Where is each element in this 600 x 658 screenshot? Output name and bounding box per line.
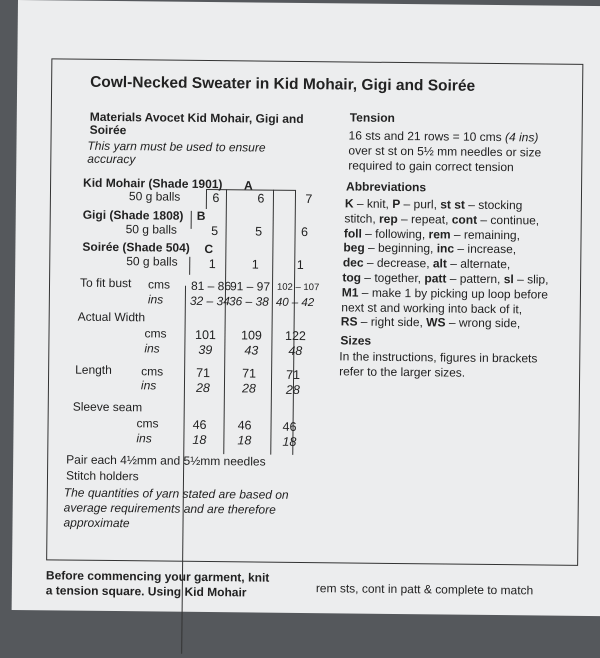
yarn-c-size-1: 1	[208, 257, 216, 272]
abbreviation-text: – repeat,	[397, 211, 452, 227]
abbreviation-text: – purl,	[400, 197, 441, 212]
sleeve-label: Sleeve seam	[72, 399, 143, 415]
yarn-name-b: Gigi (Shade 1808)	[82, 207, 184, 223]
bust-ins-size-2: 36 – 38	[228, 294, 269, 309]
yarn-name-c: Soirée (Shade 504)	[82, 239, 190, 255]
yarn-unit-a: 50 g balls	[128, 189, 181, 204]
abbreviation-text: – remaining,	[450, 227, 521, 242]
yarn-b-size-3: 6	[301, 224, 309, 240]
quantities-note-line2: average requirements and are therefore	[63, 500, 276, 517]
abbreviation-term: st st	[440, 197, 466, 212]
bust-ins-size-1: 32 – 34	[189, 293, 230, 309]
quantities-note-line1: The quantities of yarn stated are based on	[63, 485, 289, 502]
abbreviation-term: alt	[432, 256, 448, 271]
abbreviation-line	[344, 211, 539, 227]
length-label: Length	[75, 362, 112, 378]
sleeve-ins-label: ins	[136, 431, 152, 446]
abbreviation-term: dec	[342, 255, 364, 270]
abbreviation-text: – right side,	[357, 314, 427, 330]
sizes-line1: In the instructions, figures in brackets	[339, 349, 538, 366]
width-label: Actual Width	[77, 309, 146, 325]
abbreviation-line	[344, 226, 520, 242]
length-ins-size-1: 28	[195, 380, 210, 396]
abbreviation-text: – beginning,	[364, 241, 437, 256]
length-cms-size-3: 71	[286, 367, 301, 382]
yarn-letter-a: A	[243, 178, 253, 193]
bottom-right-line1: rem sts, cont in patt & complete to match	[315, 581, 534, 598]
sleeve-cms-size-1: 46	[192, 417, 207, 432]
abbreviation-text: – wrong side,	[445, 315, 521, 331]
abbreviation-term: WS	[426, 315, 446, 330]
abbreviation-term: M1	[341, 285, 359, 300]
yarn-c-size-3: 1	[296, 257, 304, 273]
sleeve-cms-label: cms	[136, 416, 159, 431]
abbreviation-term: rep	[378, 211, 398, 226]
bust-cms-size-3: 102 – 107	[276, 281, 320, 294]
length-ins-size-2: 28	[241, 381, 256, 396]
materials-note-line2: accuracy	[87, 151, 136, 167]
width-ins-size-1: 39	[198, 342, 213, 358]
width-ins-label: ins	[144, 341, 160, 356]
abbreviation-line	[343, 241, 516, 257]
abbreviation-term: rem	[428, 226, 451, 242]
bottom-left-line2: a tension square. Using Kid Mohair	[45, 583, 247, 600]
yarn-b-size-1: 5	[211, 224, 219, 239]
abbreviation-term: sl	[503, 272, 514, 287]
sleeve-ins-size-1: 18	[192, 432, 207, 447]
pattern-box	[46, 58, 583, 566]
width-cms-size-1: 101	[194, 327, 216, 343]
tension-line2: over st st on 5½ mm needles or size	[348, 143, 542, 160]
yarn-letter-b: B	[196, 208, 206, 223]
abbreviation-text: – decrease,	[363, 255, 433, 271]
length-cms-label: cms	[141, 364, 164, 379]
length-ins-label: ins	[140, 378, 157, 393]
length-cms-size-2: 71	[242, 366, 257, 381]
materials-heading-line2: Soirée	[89, 122, 127, 138]
abbreviation-text: – following,	[361, 226, 429, 241]
abbreviation-line	[342, 285, 548, 301]
abbreviation-line	[342, 270, 548, 286]
yarn-a-size-2: 6	[257, 191, 265, 206]
tension-line3: required to gain correct tension	[348, 158, 514, 175]
abbreviation-term: inc	[436, 241, 455, 256]
abbreviation-line	[343, 256, 511, 272]
table-line-c1	[189, 257, 190, 275]
yarn-unit-b: 50 g balls	[125, 222, 178, 237]
abbreviation-text: – alternate,	[446, 256, 511, 272]
abbreviation-text: stitch,	[344, 211, 380, 226]
sizes-heading: Sizes	[340, 333, 372, 348]
yarn-a-size-1: 6	[212, 191, 220, 206]
page-title: Cowl-Necked Sweater in Kid Mohair, Gigi and Soirée	[90, 73, 476, 95]
abbreviation-term: K	[344, 196, 354, 211]
tension-line1: 16 sts and 21 rows = 10 cms (4 ins)	[348, 128, 539, 145]
abbreviation-text: – together,	[360, 270, 425, 286]
abbreviation-term: P	[392, 196, 401, 212]
sleeve-ins-size-3: 18	[282, 434, 297, 449]
bust-cms-size-2: 91 – 97	[229, 279, 271, 294]
bust-label: To fit bust	[79, 275, 132, 291]
width-cms-size-2: 109	[240, 328, 262, 343]
width-ins-size-2: 43	[244, 343, 259, 358]
abbreviation-text: – make 1 by picking up loop before	[358, 285, 549, 302]
width-ins-size-3: 48	[288, 343, 303, 358]
sleeve-ins-size-2: 18	[237, 433, 252, 448]
materials-note-line1: This yarn must be used to ensure	[87, 138, 266, 155]
pattern-page	[12, 0, 600, 616]
abbreviation-term: beg	[343, 240, 365, 256]
quantities-note-line3: approximate	[63, 515, 130, 531]
yarn-c-size-2: 1	[251, 257, 259, 272]
abbreviation-line	[341, 315, 521, 331]
table-line-b1	[191, 211, 192, 229]
yarn-a-size-3: 7	[305, 192, 313, 207]
abbreviation-term: patt	[424, 271, 447, 286]
length-cms-size-1: 71	[196, 365, 211, 381]
bust-ins-label: ins	[147, 292, 164, 307]
bottom-left-line1: Before commencing your garment, knit	[45, 568, 270, 585]
abbreviation-text: – stocking	[464, 197, 523, 213]
sizes-line2: refer to the larger sizes.	[339, 364, 466, 380]
yarn-name-a: Kid Mohair (Shade 1901)	[83, 175, 223, 192]
abbreviation-term: foll	[343, 226, 362, 241]
tension-heading: Tension	[349, 110, 395, 125]
materials-heading-line1: Materials Avocet Kid Mohair, Gigi and	[89, 109, 304, 126]
abbreviation-text: next st and working into back of it,	[341, 299, 523, 316]
bust-cms-label: cms	[147, 277, 171, 292]
abbreviation-term: cont	[451, 212, 478, 227]
abbreviation-text: – pattern,	[446, 271, 504, 287]
yarn-unit-c: 50 g balls	[126, 254, 178, 269]
width-cms-size-3: 122	[284, 328, 306, 344]
yarn-letter-c: C	[204, 241, 214, 257]
needles-text: Pair each 4½mm and 5½mm needles	[66, 452, 266, 469]
bust-ins-size-3: 40 – 42	[275, 296, 315, 310]
yarn-b-size-2: 5	[255, 224, 263, 239]
abbreviation-text: – increase,	[454, 241, 517, 257]
abbreviation-text: – knit,	[353, 196, 393, 211]
abbreviation-line	[345, 196, 523, 212]
abbreviation-text: – continue,	[477, 212, 540, 228]
width-cms-label: cms	[144, 326, 167, 341]
abbreviations-heading: Abbreviations	[345, 179, 427, 195]
abbreviation-line	[341, 300, 522, 316]
abbreviation-term: tog	[342, 270, 362, 285]
abbreviation-term: RS	[340, 314, 358, 329]
sleeve-cms-size-2: 46	[237, 418, 252, 433]
bust-cms-size-1: 81 – 86	[190, 278, 232, 294]
abbreviation-text: – slip,	[513, 272, 549, 287]
holders-text: Stitch holders	[65, 468, 139, 484]
length-ins-size-3: 28	[285, 382, 300, 397]
sleeve-cms-size-3: 46	[282, 419, 297, 434]
